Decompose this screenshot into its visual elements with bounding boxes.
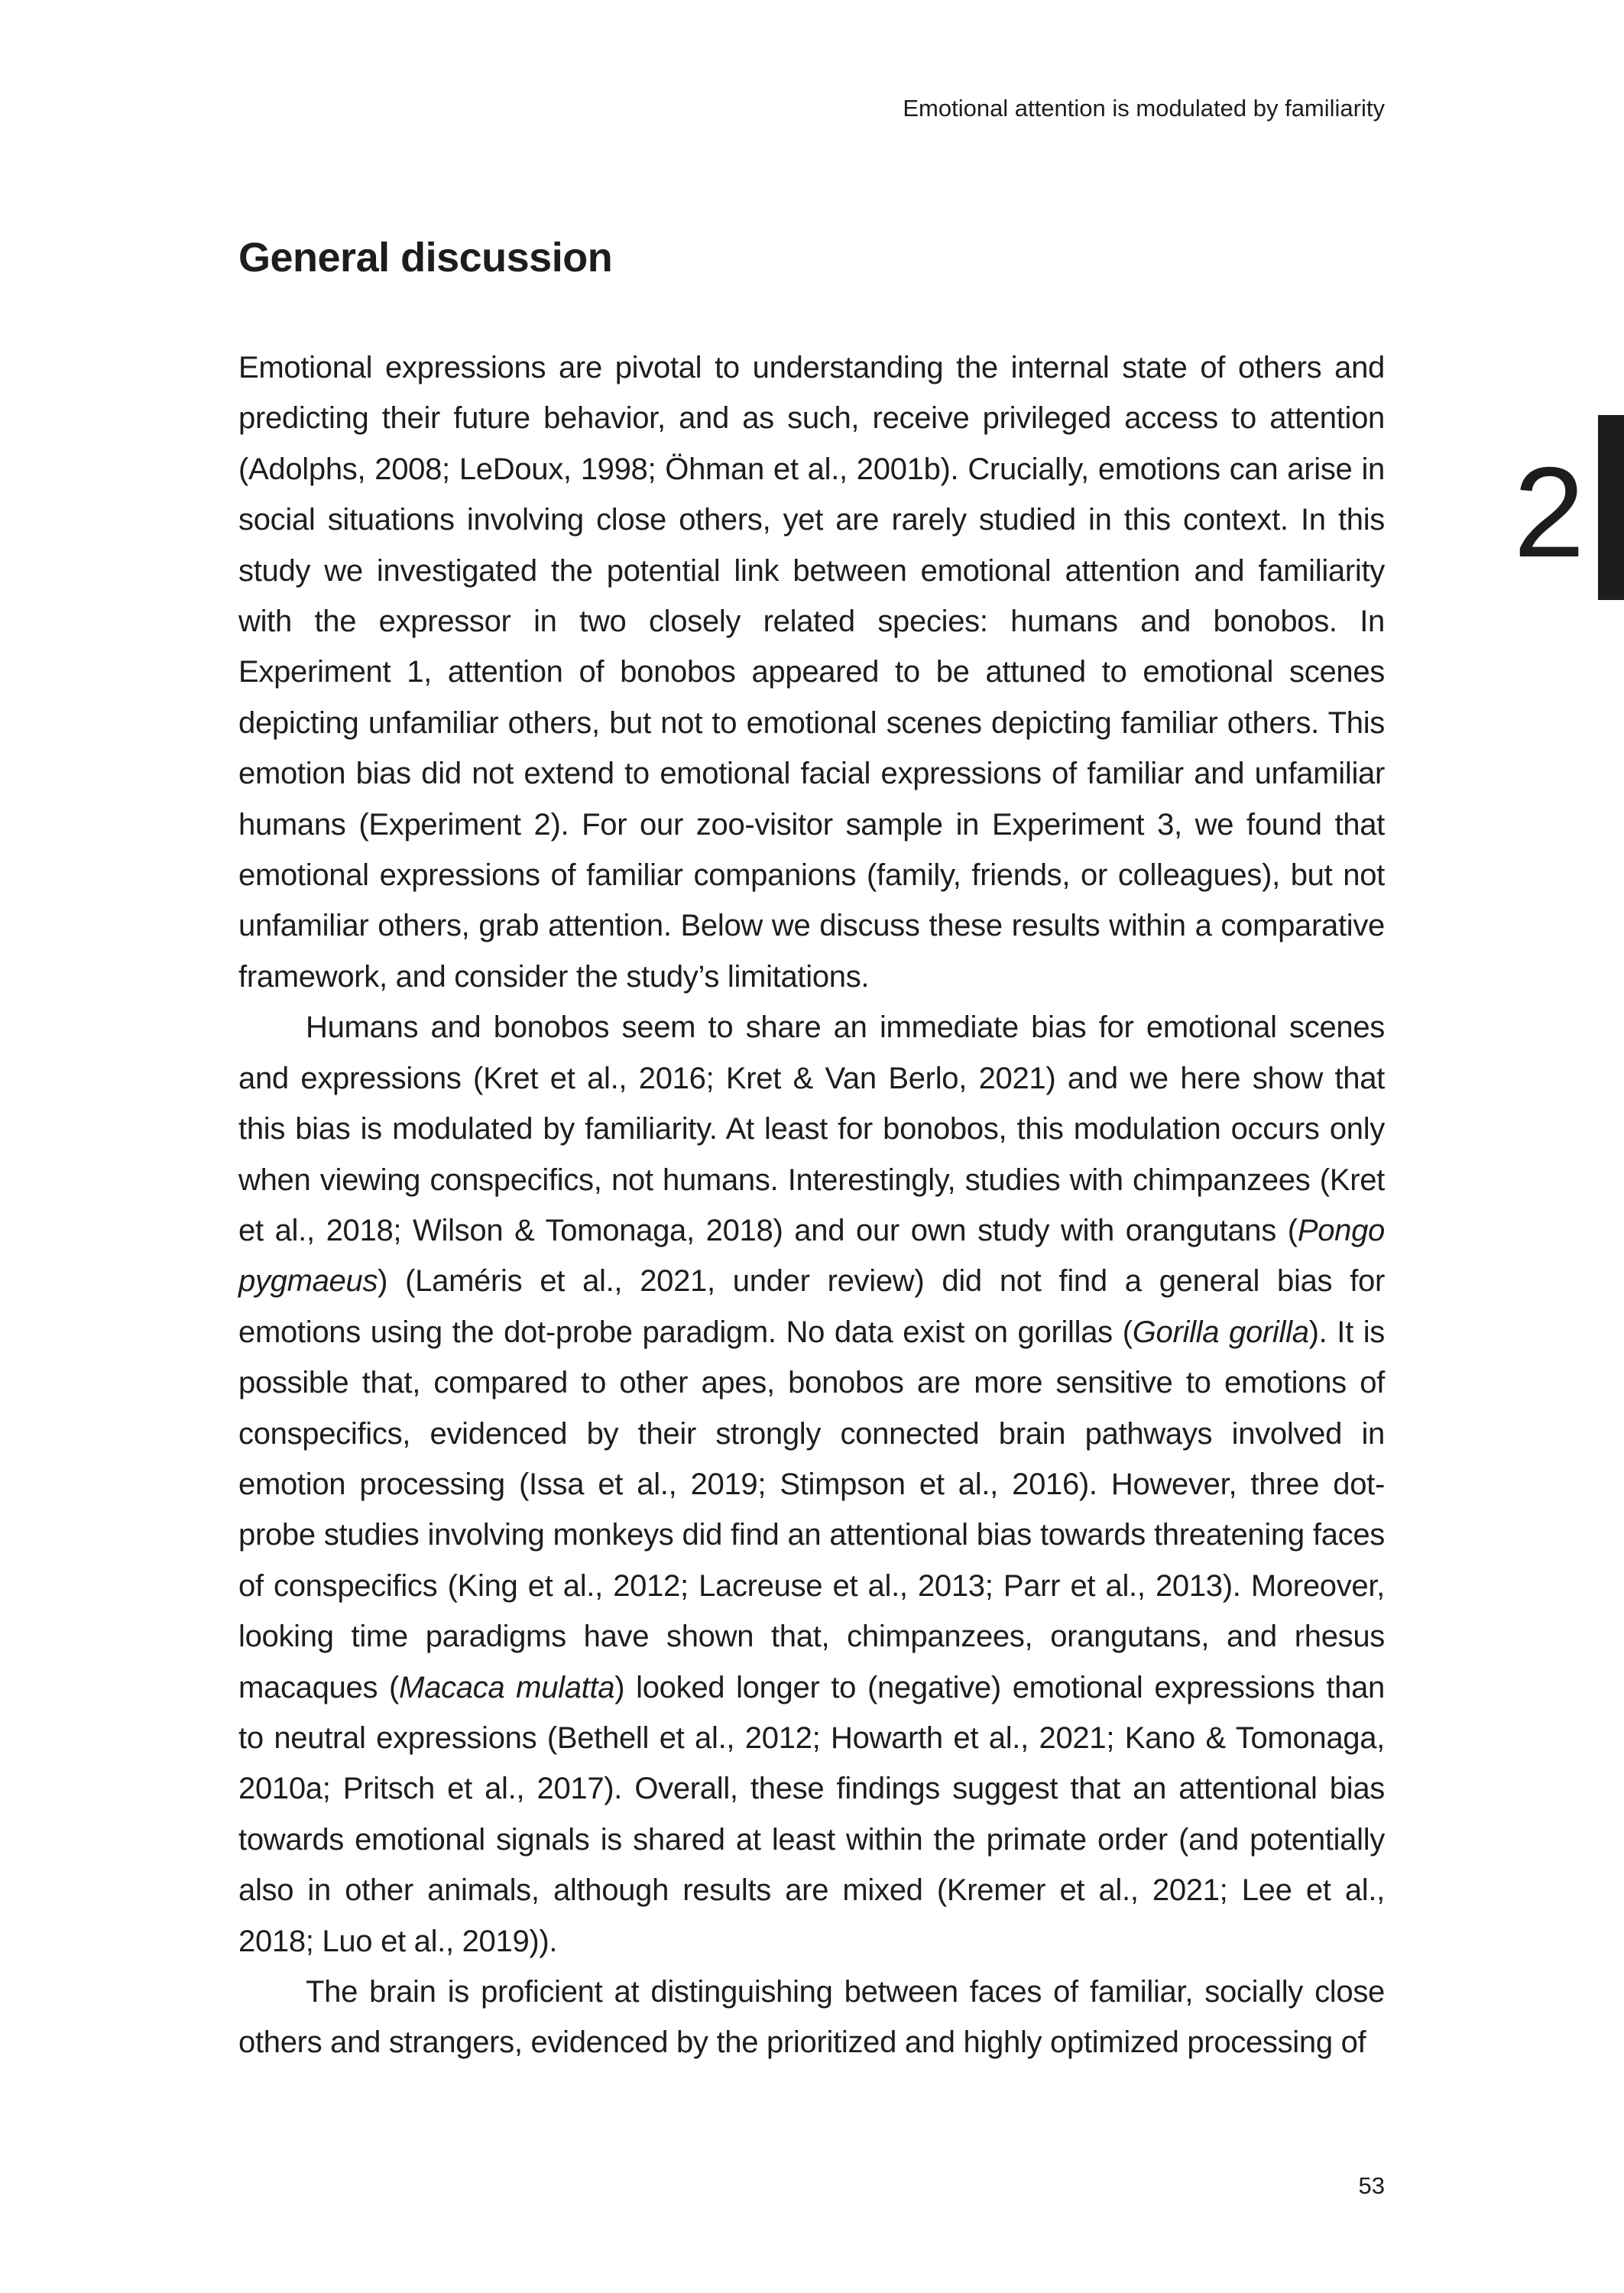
paragraph-2-text: Humans and bonobos seem to share an immediate bias for emotional scenes and expressions (Kret et al., 2016; Kret & Van Berlo, 2021) and we here show that this bias is modulated by familiarity. At least for bonobos, this modulation occurs only when viewing conspecifics, not humans. Interestingly, studies with chimpanzees (Kret et al., 2018; Wilson & Tomonaga, 2018) and our own study with orangutans (	[238, 1010, 1385, 1247]
paragraph-2-text: ) (Laméris et al., 2021, under review) did not find a general bias for emotions using the dot-probe paradigm. No data exist on gorillas (	[238, 1264, 1385, 1349]
page-number: 53	[1358, 2172, 1385, 2199]
paragraph-2	[238, 1002, 1385, 1967]
paragraph-3-text: The brain is proficient at distinguishing between faces of familiar, socially close others and strangers, evidenced by the prioritized and highly optimized processing of	[238, 1975, 1385, 2060]
body-text	[238, 342, 1385, 2068]
paragraph-1-text: Emotional expressions are pivotal to understanding the internal state of others and predicting their future behavior, and as such, receive privileged access to attention (Adolphs, 2008; LeDoux, 1998; Öhman et al., 2001b). Crucially, emotions can arise in social situations involving close others, yet are rarely studied in this context. In this study we investigated the potential link between emotional attention and familiarity with the expressor in two closely related species: humans and bonobos. In Experiment 1, attention of bonobos appeared to be attuned to emotional scenes depicting unfamiliar others, but not to emotional scenes depicting familiar others. This emotion bias did not extend to emotional facial expressions of familiar and unfamiliar humans (Experiment 2). For our zoo-visitor sample in Experiment 3, we found that emotional expressions of familiar companions (family, friends, or colleagues), but not unfamiliar others, grab attention. Below we discuss these results within a comparative framework, and consider the study’s limitations.	[238, 351, 1385, 994]
paragraph-2-text: ) looked longer to (negative) emotional expressions than to neutral expressions (Bethell et al., 2012; Howarth et al., 2021; Kano & Tomonaga, 2010a; Pritsch et al., 2017). Overall, these findings suggest that an attentional bias towards emotional signals is shared at least within the primate order (and potentially also in other animals, although results are mixed (Kremer et al., 2021; Lee et al., 2018; Luo et al., 2019)).	[238, 1670, 1385, 1958]
species-name-pongo: Pongo pygmaeus	[238, 1213, 1385, 1299]
paragraph-2-text: ). It is possible that, compared to other apes, bonobos are more sensitive to emotions of conspecifics, evidenced by their strongly connected brain pathways involved in emotion processing (Issa et al., 2019; Stimpson et al., 2016). However, three dot-probe studies involving monkeys did find an attentional bias towards threatening faces of conspecifics (King et al., 2012; Lacreuse et al., 2013; Parr et al., 2013). Moreover, looking time paradigms have shown that, chimpanzees, orangutans, and rhesus macaques (	[238, 1315, 1386, 1704]
running-head: Emotional attention is modulated by familiarity	[903, 95, 1385, 122]
section-heading: General discussion	[238, 235, 613, 281]
chapter-tab-bar	[1598, 415, 1624, 600]
chapter-number: 2	[1513, 440, 1585, 584]
paragraph-1	[238, 342, 1385, 1002]
paragraph-3	[238, 1967, 1385, 2068]
species-name-gorilla: Gorilla gorilla	[1132, 1315, 1309, 1349]
species-name-macaca: Macaca mulatta	[399, 1670, 615, 1704]
